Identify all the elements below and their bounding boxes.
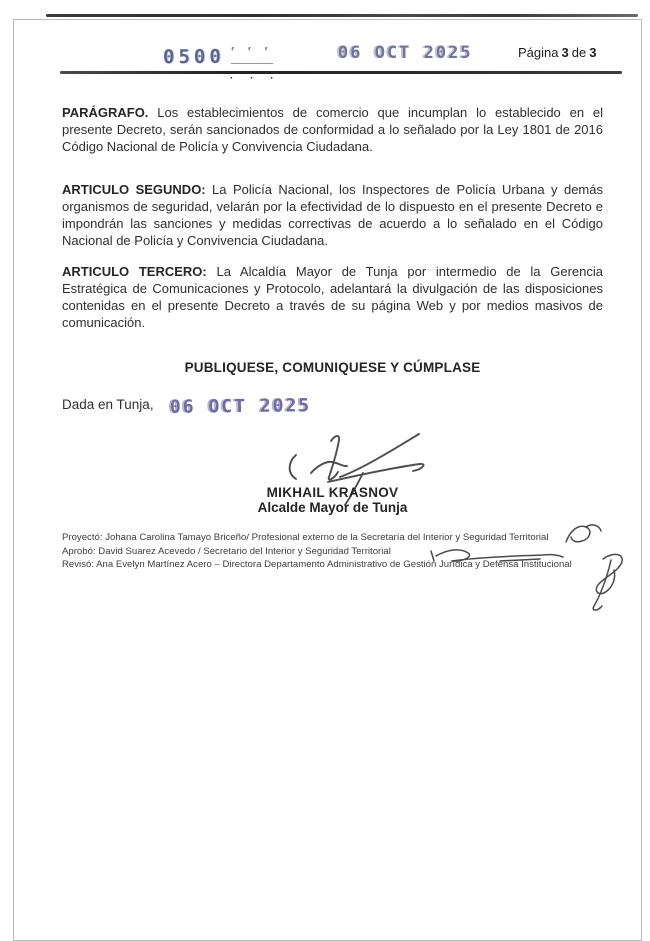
publish-order-line: PUBLIQUESE, COMUNIQUESE Y CÚMPLASE [184,360,481,375]
paragraph-text: Los establecimientos de comercio que incumplan lo establecido en el presente Decreto, serán sancionados de conformidad a lo señalado por la Ley 1801 de 2016 Código Nacional de Policía y Convivencia Ciudadana. [62,105,603,154]
paragraph-lead: ARTICULO TERCERO: [62,264,207,279]
scan-edge-artifact [46,14,638,17]
page-current: 3 [561,45,569,60]
rule-dots: · · · [230,73,281,84]
page-indicator [518,45,599,60]
page-total: 3 [589,45,597,60]
paragraph-lead: PARÁGRAFO. [62,105,149,120]
paragraph-articulo-tercero [62,263,603,331]
decree-number-stamp: 0500 [162,45,225,69]
paragraph-lead: ARTICULO SEGUNDO: [62,182,206,197]
signatory-name: MIKHAIL KRASNOV [266,485,399,500]
footer-proyecto-line: Proyectó: Johana Carolina Tamayo Briceño/ Profesional externo de la Secretaría del Interior y Seguridad Territorial [62,532,549,543]
page-indicator-prefix: Página [518,45,559,60]
header-date-stamp: 06 OCT 2025 [338,43,473,63]
place-text: Dada en Tunja, [62,397,154,412]
paragraph-articulo-segundo [62,181,603,249]
page-border [13,19,642,941]
signatory-title: Alcalde Mayor de Tunja [257,500,408,515]
paragraph-text: La Alcaldía Mayor de Tunja por intermedio de la Gerencia Estratégica de Comunicaciones y Protocolo, adelantará la divulgación de las disposiciones contenidas en el presente Decreto a través de su página Web y por medios masivos de comunicación. [62,264,603,330]
stamp-tick-marks: ′ ′ ′ [231,44,273,64]
paragraph-paragrafo [62,104,603,155]
footer-credits [62,531,637,572]
place-and-date-line [62,396,311,417]
paragraph-text: La Policía Nacional, los Inspectores de Policía Urbana y demás organismos de seguridad, velarán por la efectividad de lo dispuesto en el presente Decreto e impondrán las sanciones y medidas correctivas de acuerdo a lo señalado en el Código Nacional de Policía y Convivencia Ciudadana. [62,182,603,248]
footer-aprobo-line: Aprobó: David Suarez Acevedo / Secretario del Interior y Seguridad Territorial [62,545,391,557]
closing-date-stamp: 06 OCT 2025 [169,395,311,418]
page-separator: de [571,45,587,60]
footer-reviso-line: Revisó: Ana Evelyn Martínez Acero – Directora Departamento Administrativo de Gestión Jurídica y Defensa Institucional [62,559,572,571]
header-rule [60,71,622,74]
